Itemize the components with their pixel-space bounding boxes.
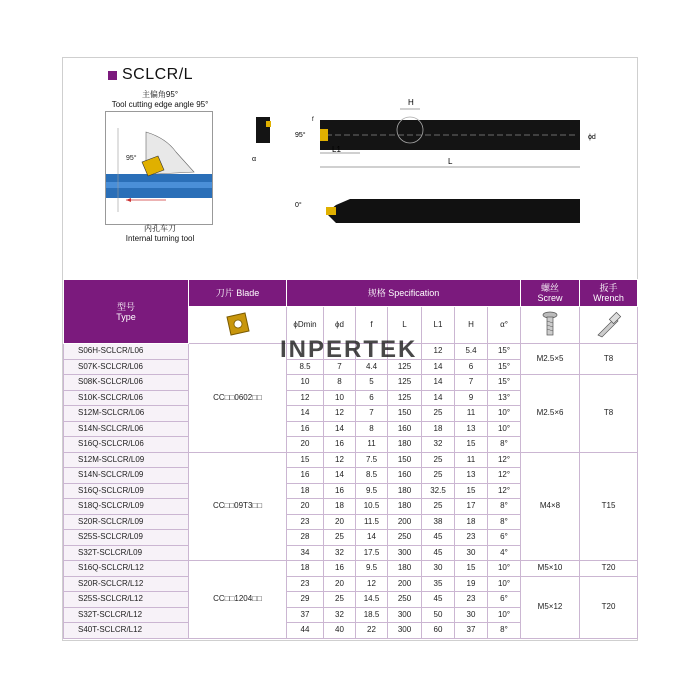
cell-h: 15 — [455, 561, 488, 577]
row-type: S16Q-SCLCR/L09 — [64, 483, 189, 499]
cell-h: 15 — [455, 437, 488, 453]
row-type: S10K-SCLCR/L06 — [64, 390, 189, 406]
row-type: S16Q-SCLCR/L12 — [64, 561, 189, 577]
cell-alpha: 10° — [488, 421, 521, 437]
cell-d: 12 — [324, 406, 356, 422]
cell-d — [324, 344, 356, 360]
cell-dmin: 20 — [287, 499, 324, 515]
cell-f: 9.5 — [356, 561, 388, 577]
angle-caption-en: Tool cutting edge angle 95° — [111, 100, 209, 109]
sub-h: H — [455, 307, 488, 344]
cell-d: 20 — [324, 576, 356, 592]
col-type-cn: 型号 — [116, 301, 135, 312]
spec-table — [63, 279, 638, 639]
cell-f: 10.5 — [356, 499, 388, 515]
row-type: S25S-SCLCR/L09 — [64, 530, 189, 546]
cell-d: 16 — [324, 437, 356, 453]
cell-d: 32 — [324, 607, 356, 623]
cell-h: 15 — [455, 483, 488, 499]
cell-f: 8.5 — [356, 468, 388, 484]
col-spec-header: 规格 Specification — [287, 280, 521, 307]
cell-alpha: 8° — [488, 499, 521, 515]
cell-alpha: 6° — [488, 530, 521, 546]
cell-f: 5 — [356, 375, 388, 391]
cell-l1: 25 — [422, 468, 455, 484]
cell-l1: 12 — [422, 344, 455, 360]
cell-alpha: 15° — [488, 359, 521, 375]
cell-l: 200 — [388, 576, 422, 592]
row-type: S06H-SCLCR/L06 — [64, 344, 189, 360]
cell-dmin: 28 — [287, 530, 324, 546]
row-type: S20R-SCLCR/L09 — [64, 514, 189, 530]
cell-l: 160 — [388, 421, 422, 437]
col-wrench-cn: 扳手 — [599, 283, 618, 293]
cell-d: 18 — [324, 499, 356, 515]
row-type: S12M-SCLCR/L06 — [64, 406, 189, 422]
cell-d: 16 — [324, 483, 356, 499]
cell-l: 160 — [388, 468, 422, 484]
cell-dmin: 23 — [287, 576, 324, 592]
cell-h: 37 — [455, 623, 488, 639]
col-wrench-header — [580, 280, 638, 307]
screw-cell: M5×12 — [521, 576, 580, 638]
cell-f: 7.5 — [356, 452, 388, 468]
cell-l1: 25 — [422, 406, 455, 422]
cell-f: 7 — [356, 406, 388, 422]
end-view-insert — [266, 121, 271, 127]
row-type: S18Q-SCLCR/L09 — [64, 499, 189, 515]
cell-h: 17 — [455, 499, 488, 515]
cell-d: 16 — [324, 561, 356, 577]
wrench-icon — [594, 309, 624, 339]
cell-dmin: 44 — [287, 623, 324, 639]
dim-d-label: ϕd — [588, 134, 596, 141]
dim-95-label: 95° — [295, 132, 306, 139]
screw-cell: M2.5×5 — [521, 344, 580, 375]
cell-alpha: 10° — [488, 576, 521, 592]
feed-arrow-head — [126, 198, 131, 202]
cell-l1: 60 — [422, 623, 455, 639]
cell-l: 125 — [388, 359, 422, 375]
sub-f: f — [356, 307, 388, 344]
row-type: S16Q-SCLCR/L06 — [64, 437, 189, 453]
series-title — [108, 66, 193, 84]
dim-h-label: H — [408, 98, 414, 107]
cell-f: 9.5 — [356, 483, 388, 499]
cell-l1: 25 — [422, 452, 455, 468]
cell-l: 125 — [388, 390, 422, 406]
cell-h: 30 — [455, 545, 488, 561]
workpiece-stripe — [106, 182, 212, 188]
cell-d: 20 — [324, 514, 356, 530]
row-type: S07K-SCLCR/L06 — [64, 359, 189, 375]
wrench-cell: T20 — [580, 576, 638, 638]
wrench-cell: T15 — [580, 452, 638, 561]
col-screw-en: Screw — [537, 293, 563, 303]
cell-l — [388, 344, 422, 360]
wrench-cell: T8 — [580, 344, 638, 375]
row-type: S25S-SCLCR/L12 — [64, 592, 189, 608]
cell-d: 12 — [324, 452, 356, 468]
row-type: S32T-SCLCR/L12 — [64, 607, 189, 623]
cell-dmin: 18 — [287, 483, 324, 499]
cell-h: 13 — [455, 421, 488, 437]
cell-l: 150 — [388, 452, 422, 468]
cell-dmin: 37 — [287, 607, 324, 623]
screw-image-cell — [521, 307, 580, 344]
cell-l1: 14 — [422, 359, 455, 375]
cell-dmin: 20 — [287, 437, 324, 453]
cell-l1: 30 — [422, 561, 455, 577]
angle-caption-cn: 主偏角95° — [141, 90, 179, 99]
cell-dmin: 34 — [287, 545, 324, 561]
cell-l: 180 — [388, 499, 422, 515]
wrench-cell: T20 — [580, 561, 638, 577]
cell-dmin: 16 — [287, 468, 324, 484]
cell-dmin: 18 — [287, 561, 324, 577]
col-type-en: Type — [116, 311, 136, 322]
cell-h: 9 — [455, 390, 488, 406]
col-wrench-en: Wrench — [593, 293, 624, 303]
col-blade-header: 刀片 Blade — [189, 280, 287, 307]
tool-drawing — [240, 95, 620, 235]
blade-code: CC□□1204□□ — [189, 561, 287, 639]
dim-alpha-label: α — [252, 156, 257, 163]
cell-alpha: 8° — [488, 514, 521, 530]
cell-l: 125 — [388, 375, 422, 391]
dim-f-label: f — [312, 117, 314, 123]
cell-dmin: 29 — [287, 592, 324, 608]
series-title-text: SCLCR/L — [122, 66, 194, 83]
cell-f — [356, 344, 388, 360]
cell-f: 17.5 — [356, 545, 388, 561]
cell-f: 22 — [356, 623, 388, 639]
blade-code: CC□□0602□□ — [189, 344, 287, 453]
sub-alpha: α° — [488, 307, 521, 344]
cell-l1: 45 — [422, 530, 455, 546]
cell-dmin: 16 — [287, 421, 324, 437]
sub-dmin: ϕDmin — [287, 307, 324, 344]
cell-h: 5.4 — [455, 344, 488, 360]
cell-l1: 50 — [422, 607, 455, 623]
cell-l: 300 — [388, 607, 422, 623]
cell-alpha: 10° — [488, 561, 521, 577]
cell-d: 7 — [324, 359, 356, 375]
cell-h: 19 — [455, 576, 488, 592]
cell-h: 23 — [455, 592, 488, 608]
wrench-image-cell — [580, 307, 638, 344]
sub-d: ϕd — [324, 307, 356, 344]
col-type-header — [64, 280, 189, 344]
blade-code: CC□□09T3□□ — [189, 452, 287, 561]
row-type: S12M-SCLCR/L09 — [64, 452, 189, 468]
cell-alpha: 10° — [488, 406, 521, 422]
screw-cell: M5×10 — [521, 561, 580, 577]
cell-f: 8 — [356, 421, 388, 437]
cell-h: 23 — [455, 530, 488, 546]
bore-caption-en: Internal turning tool — [125, 234, 195, 243]
cell-l: 250 — [388, 592, 422, 608]
cell-alpha: 8° — [488, 437, 521, 453]
cell-l1: 32 — [422, 437, 455, 453]
cell-f: 11 — [356, 437, 388, 453]
row-type: S14N-SCLCR/L09 — [64, 468, 189, 484]
cell-h: 6 — [455, 359, 488, 375]
cell-f: 14 — [356, 530, 388, 546]
cell-f: 6 — [356, 390, 388, 406]
cell-h: 18 — [455, 514, 488, 530]
cell-alpha: 6° — [488, 592, 521, 608]
cell-l1: 45 — [422, 592, 455, 608]
insert-top — [320, 129, 328, 141]
cell-l1: 38 — [422, 514, 455, 530]
cell-d: 14 — [324, 468, 356, 484]
table-row — [64, 375, 638, 391]
cutting-diagram — [105, 111, 213, 225]
row-type: S08K-SCLCR/L06 — [64, 375, 189, 391]
cell-h: 13 — [455, 468, 488, 484]
cell-f: 18.5 — [356, 607, 388, 623]
cell-d: 8 — [324, 375, 356, 391]
cell-l: 200 — [388, 514, 422, 530]
cell-d: 32 — [324, 545, 356, 561]
sub-l: L — [388, 307, 422, 344]
cell-f: 12 — [356, 576, 388, 592]
cell-alpha: 15° — [488, 344, 521, 360]
cell-d: 25 — [324, 530, 356, 546]
cell-dmin: 14 — [287, 406, 324, 422]
sub-l1: L1 — [422, 307, 455, 344]
cell-h: 11 — [455, 452, 488, 468]
cell-l: 180 — [388, 561, 422, 577]
bore-caption-cn: 内孔车刀 — [144, 224, 176, 233]
cell-f: 14.5 — [356, 592, 388, 608]
bore-caption — [100, 224, 220, 244]
cell-alpha: 12° — [488, 452, 521, 468]
cell-l: 180 — [388, 483, 422, 499]
row-type: S20R-SCLCR/L12 — [64, 576, 189, 592]
cell-l1: 45 — [422, 545, 455, 561]
cell-dmin: 15 — [287, 452, 324, 468]
cell-f: 11.5 — [356, 514, 388, 530]
title-marker — [108, 71, 117, 80]
cell-alpha: 8° — [488, 623, 521, 639]
table-row — [64, 576, 638, 592]
watermark-logo: INPERTEK — [280, 336, 418, 363]
row-type: S14N-SCLCR/L06 — [64, 421, 189, 437]
cell-d: 40 — [324, 623, 356, 639]
cell-alpha: 10° — [488, 607, 521, 623]
cell-alpha: 12° — [488, 468, 521, 484]
table-row — [64, 561, 638, 577]
col-screw-header — [521, 280, 580, 307]
cell-l: 250 — [388, 530, 422, 546]
cell-dmin: 23 — [287, 514, 324, 530]
screw-cell: M4×8 — [521, 452, 580, 561]
row-type: S32T-SCLCR/L09 — [64, 545, 189, 561]
cell-l: 150 — [388, 406, 422, 422]
cell-dmin: 12 — [287, 390, 324, 406]
cell-alpha: 15° — [488, 375, 521, 391]
cell-d: 25 — [324, 592, 356, 608]
cell-l1: 14 — [422, 390, 455, 406]
cell-l: 300 — [388, 545, 422, 561]
table-row — [64, 452, 638, 468]
cell-alpha: 4° — [488, 545, 521, 561]
cell-dmin: 10 — [287, 375, 324, 391]
cell-h: 30 — [455, 607, 488, 623]
dim-l1-label: L1 — [332, 145, 341, 154]
cell-h: 11 — [455, 406, 488, 422]
cell-d: 10 — [324, 390, 356, 406]
table-header-row — [64, 280, 638, 307]
shank-side-view — [326, 199, 580, 223]
table-row — [64, 344, 638, 360]
dim-l-label: L — [448, 157, 453, 166]
cell-l1: 14 — [422, 375, 455, 391]
cell-l: 180 — [388, 437, 422, 453]
angle-caption — [100, 90, 220, 110]
row-type: S40T-SCLCR/L12 — [64, 623, 189, 639]
cell-l: 300 — [388, 623, 422, 639]
screw-cell: M2.5×6 — [521, 375, 580, 453]
cell-alpha: 13° — [488, 390, 521, 406]
cell-f: 4.4 — [356, 359, 388, 375]
blade-image-cell — [189, 307, 287, 344]
cell-alpha: 12° — [488, 483, 521, 499]
cell-dmin — [287, 344, 324, 360]
cutting-diagram-svg — [106, 112, 212, 224]
cell-l1: 18 — [422, 421, 455, 437]
wrench-cell: T8 — [580, 375, 638, 453]
screw-icon — [538, 309, 562, 339]
cell-l1: 25 — [422, 499, 455, 515]
inset-angle-label: 95° — [126, 155, 137, 162]
cell-dmin: 8.5 — [287, 359, 324, 375]
insert-side — [326, 207, 336, 215]
insert-icon — [223, 309, 253, 339]
cell-d: 14 — [324, 421, 356, 437]
cell-h: 7 — [455, 375, 488, 391]
end-view-body — [256, 117, 270, 143]
cell-l1: 32.5 — [422, 483, 455, 499]
col-screw-cn: 螺丝 — [541, 283, 560, 293]
dim-0-label: 0° — [295, 202, 302, 209]
cell-l1: 35 — [422, 576, 455, 592]
